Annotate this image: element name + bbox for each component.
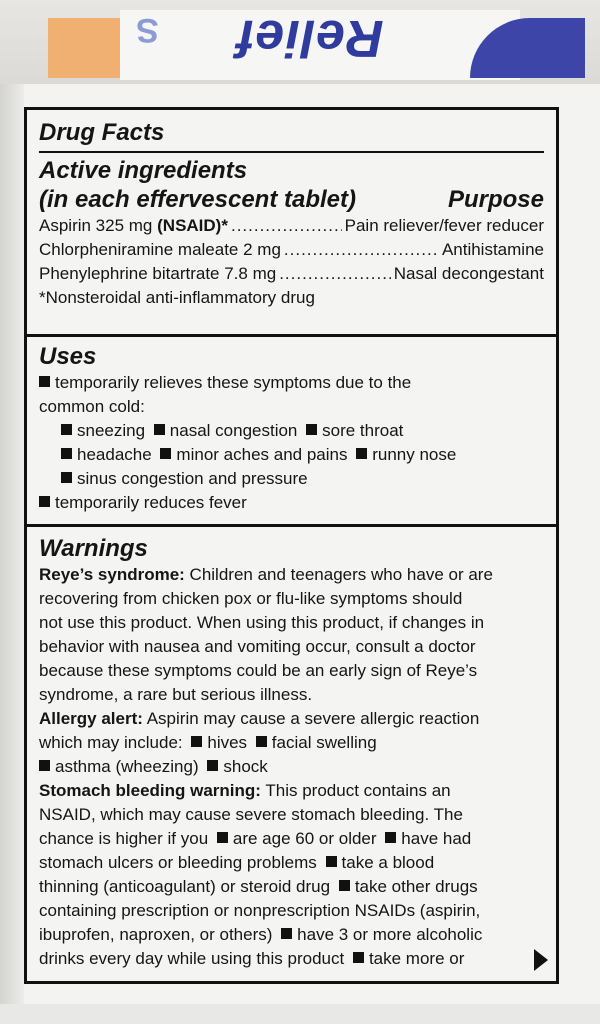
uses-line: temporarily relieves these symptoms due to the bbox=[39, 371, 544, 395]
bullet-square-icon bbox=[217, 832, 228, 843]
active-heading-row bbox=[39, 185, 544, 214]
warnings-section bbox=[27, 534, 556, 971]
warning-line: Reye’s syndrome: Children and teenagers who have or are bbox=[39, 565, 493, 584]
warning-line: which may include: hives facial swelling bbox=[39, 733, 377, 752]
bullet-square-icon bbox=[207, 760, 218, 771]
active-ingredients-section bbox=[27, 118, 556, 310]
bullet-square-icon bbox=[39, 376, 50, 387]
active-ingredients-heading: Active ingredients bbox=[39, 157, 248, 184]
bullet-square-icon bbox=[339, 880, 350, 891]
warning-line: drinks every day while using this product take more or bbox=[39, 949, 465, 968]
warning-line: syndrome, a rare but serious illness. bbox=[39, 685, 313, 704]
ingredient-purpose: Nasal decongestant bbox=[393, 264, 544, 283]
ingredient-name: Aspirin 325 mg (NSAID)* bbox=[39, 216, 228, 235]
section-divider bbox=[27, 334, 556, 337]
bullet-square-icon bbox=[39, 760, 50, 771]
brand-prefix: S bbox=[136, 11, 159, 49]
leader-dots bbox=[279, 262, 391, 286]
warning-line: Stomach bleeding warning: This product contains an bbox=[39, 781, 451, 800]
ingredient-name: Phenylephrine bitartrate 7.8 mg bbox=[39, 264, 277, 283]
continued-arrow-icon bbox=[534, 949, 548, 971]
orange-band bbox=[48, 18, 120, 78]
warning-line: recovering from chicken pox or flu-like symptoms should bbox=[39, 589, 463, 608]
symptoms-row: headache minor aches and pains runny nose bbox=[39, 443, 544, 467]
bullet-square-icon bbox=[160, 448, 171, 459]
warning-line: asthma (wheezing) shock bbox=[39, 755, 544, 779]
bullet-square-icon bbox=[154, 424, 165, 435]
bullet-square-icon bbox=[356, 448, 367, 459]
nsaid-footnote: *Nonsteroidal anti-inflammatory drug bbox=[39, 288, 315, 307]
bullet-square-icon bbox=[39, 496, 50, 507]
warning-line: ibuprofen, naproxen, or others) have 3 or more alcoholic bbox=[39, 925, 483, 944]
uses-line: temporarily reduces fever bbox=[39, 491, 544, 515]
warning-line: chance is higher if you are age 60 or older have had bbox=[39, 829, 472, 848]
drug-facts-panel bbox=[24, 107, 559, 984]
bullet-square-icon bbox=[306, 424, 317, 435]
warning-line: because these symptoms could be an early sign of Reye’s bbox=[39, 661, 478, 680]
uses-section bbox=[27, 342, 556, 515]
bullet-square-icon bbox=[281, 928, 292, 939]
bullet-square-icon bbox=[385, 832, 396, 843]
uses-heading: Uses bbox=[39, 343, 97, 370]
ingredient-name: Chlorpheniramine maleate 2 mg bbox=[39, 240, 281, 259]
leader-dots bbox=[284, 238, 439, 262]
warning-line: stomach ulcers or bleeding problems take a blood bbox=[39, 853, 435, 872]
ingredient-purpose: Antihistamine bbox=[441, 240, 544, 259]
bullet-square-icon bbox=[61, 448, 72, 459]
ingredient-purpose: Pain reliever/fever reducer bbox=[344, 216, 544, 235]
warnings-heading: Warnings bbox=[39, 535, 148, 562]
bullet-square-icon bbox=[61, 472, 72, 483]
ingredient-row bbox=[39, 214, 544, 238]
purpose-heading: Purpose bbox=[447, 186, 544, 213]
brand-logo: Relief bbox=[236, 9, 384, 67]
box-left-edge bbox=[0, 84, 24, 1004]
bullet-square-icon bbox=[256, 736, 267, 747]
package-top-strip bbox=[0, 0, 600, 84]
drug-facts-title: Drug Facts bbox=[39, 119, 165, 146]
warning-line: containing prescription or nonprescription NSAIDs (aspirin, bbox=[39, 901, 481, 920]
symptoms-row: sneezing nasal congestion sore throat bbox=[39, 419, 544, 443]
section-divider bbox=[27, 524, 556, 527]
ingredient-row bbox=[39, 238, 544, 262]
warning-line: Allergy alert: Aspirin may cause a severe allergic reaction bbox=[39, 709, 480, 728]
ingredient-row bbox=[39, 262, 544, 286]
symptoms-row: sinus congestion and pressure bbox=[39, 467, 544, 491]
bullet-square-icon bbox=[61, 424, 72, 435]
warning-line: NSAID, which may cause severe stomach bleeding. The bbox=[39, 805, 463, 824]
box-bottom-edge bbox=[0, 1004, 600, 1024]
warning-line: thinning (anticoagulant) or steroid drug take other drugs bbox=[39, 877, 478, 896]
leader-dots bbox=[231, 214, 342, 238]
title-rule bbox=[39, 151, 544, 153]
warning-line: not use this product. When using this product, if changes in bbox=[39, 613, 485, 632]
bullet-square-icon bbox=[353, 952, 364, 963]
bullet-square-icon bbox=[191, 736, 202, 747]
bullet-square-icon bbox=[326, 856, 337, 867]
uses-line: common cold: bbox=[39, 397, 145, 416]
active-ingredients-subheading: (in each effervescent tablet) bbox=[39, 186, 357, 213]
warning-line: behavior with nausea and vomiting occur, consult a doctor bbox=[39, 637, 476, 656]
